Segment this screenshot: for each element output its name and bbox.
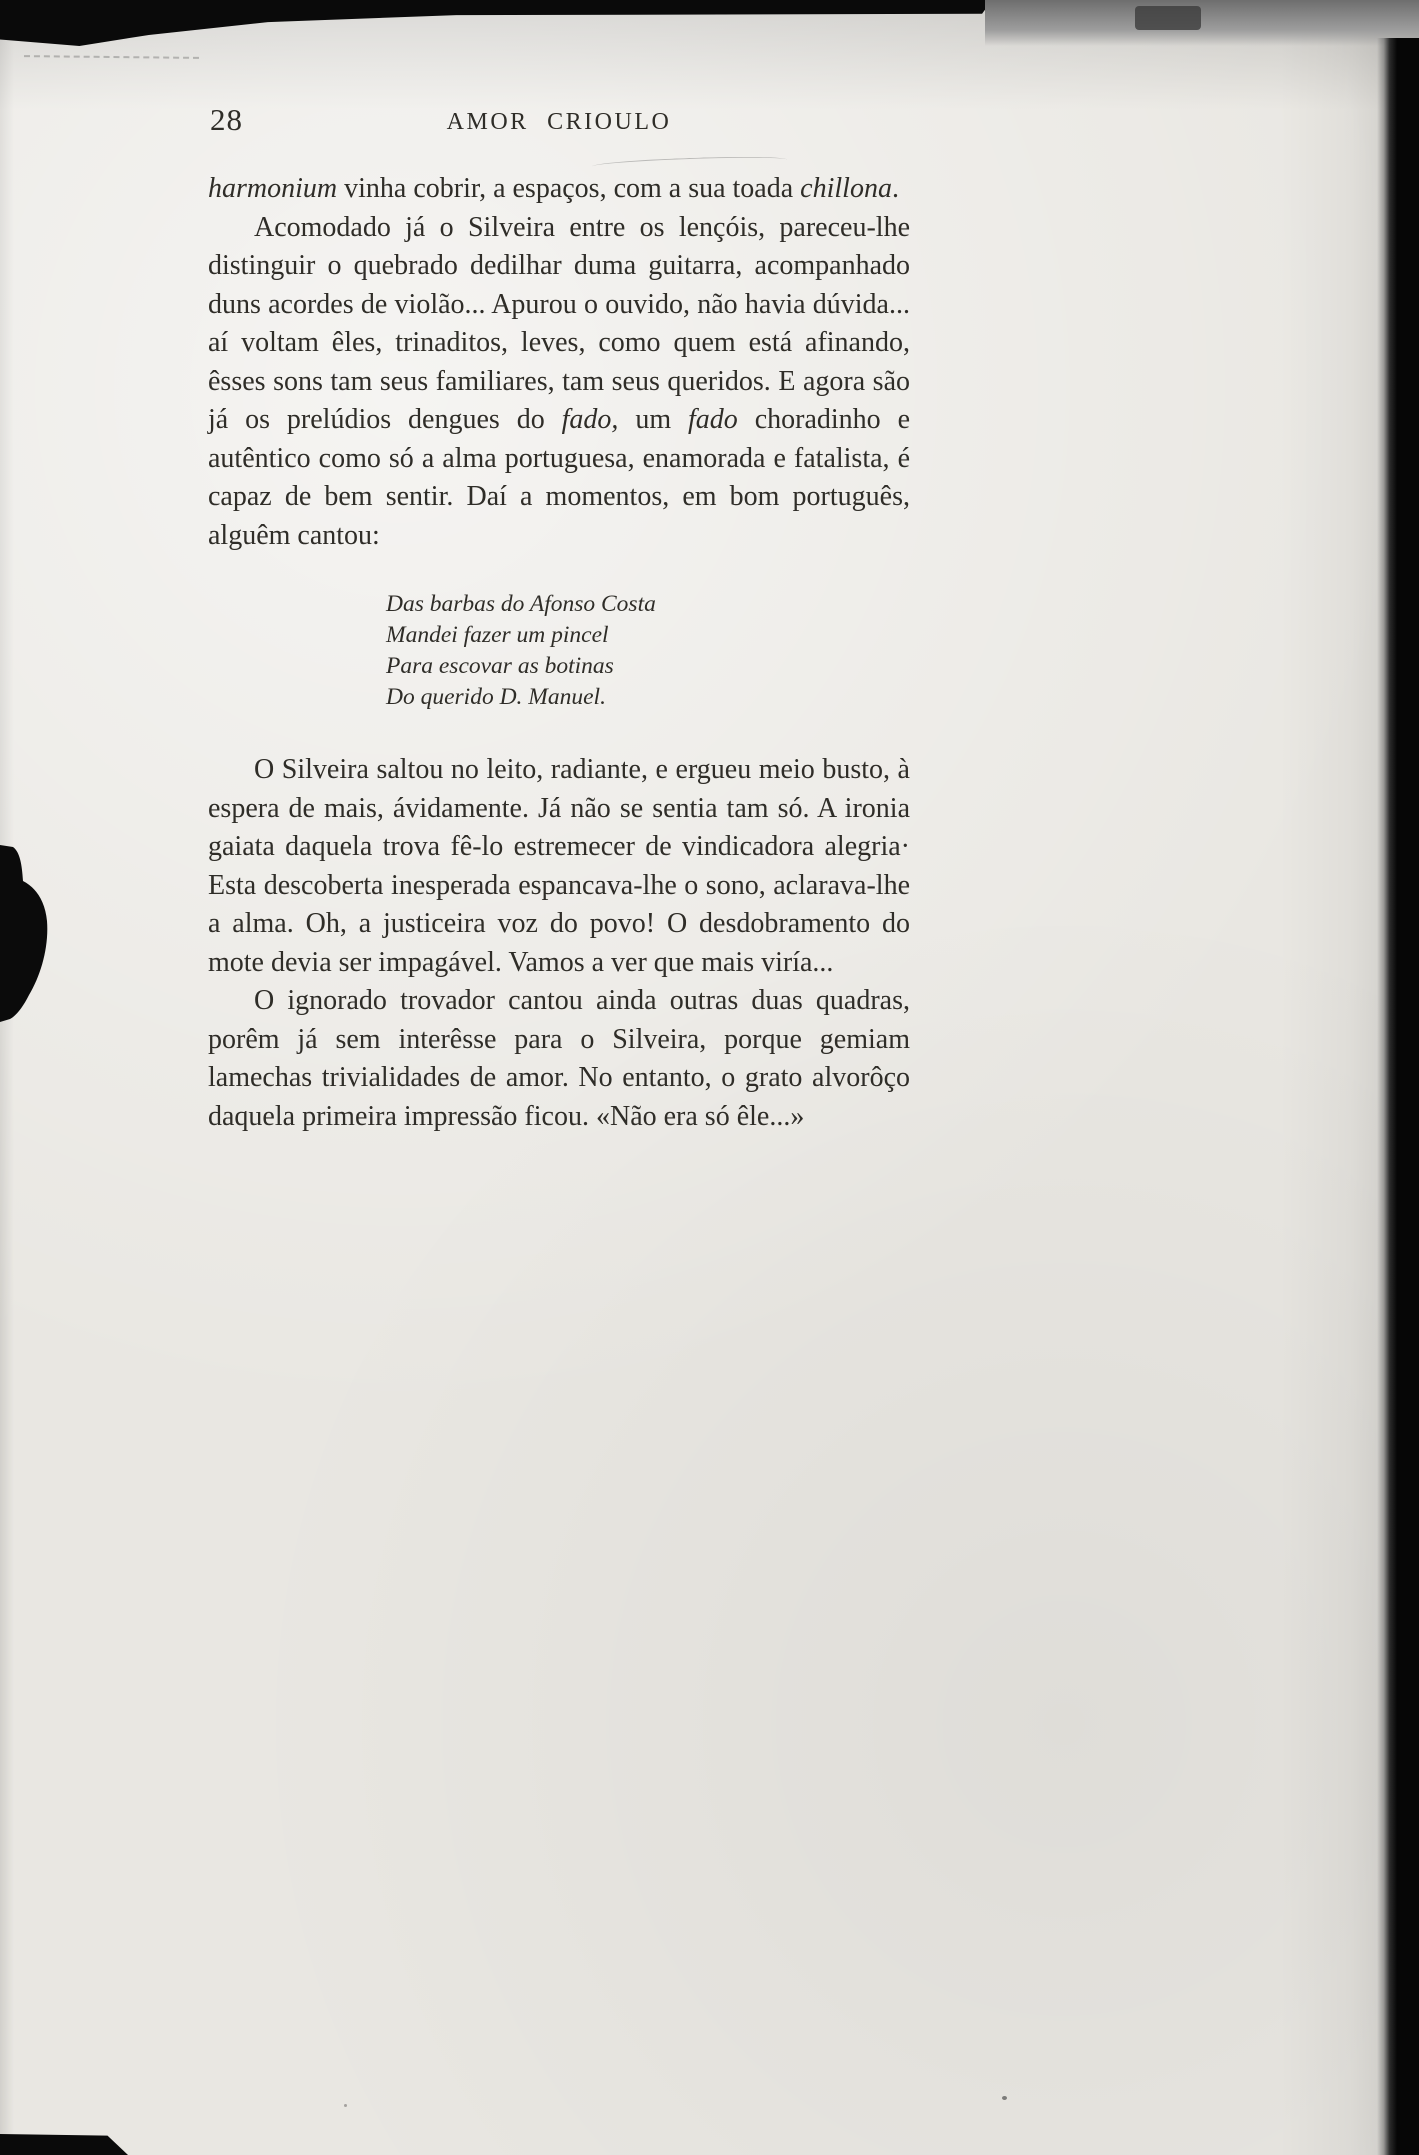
scan-artifact-right-edge-band xyxy=(1377,38,1419,2155)
body-text xyxy=(208,170,910,1136)
ink-blob-shape xyxy=(0,845,52,1023)
paragraph xyxy=(208,982,910,1136)
scan-artifact-top-black-bar xyxy=(0,0,992,46)
paragraph xyxy=(208,170,910,209)
verse-line: Das barbas do Afonso Costa xyxy=(386,591,656,617)
scan-artifact-top-gray-band xyxy=(985,0,1419,46)
paragraph xyxy=(208,209,910,556)
verse-line: Mandei fazer um pincel xyxy=(386,622,609,648)
text-run: O Silveira saltou no leito, radiante, e ergueu meio busto, à espera de mais, ávidamente. Já não se sentia tam só. A ironia gaiata daquela trova fê-lo estremecer de vindicadora alegria· Esta descoberta inesperada espancava-lhe o sono, aclarava-lhe a alma. Oh, a justiceira voz do povo! O desdobramento do mote devia ser impagável. Vamos a ver que mais viría... xyxy=(208,754,910,978)
page-number: 28 xyxy=(210,102,243,137)
scan-artifact-left-ink-blob xyxy=(0,845,52,1028)
paragraph xyxy=(208,751,910,982)
italic-text-run: fado, xyxy=(561,404,619,435)
scan-artifact-squiggle xyxy=(592,155,787,172)
verse-block xyxy=(386,589,910,713)
text-run: O ignorado trovador cantou ainda outras duas quadras, porêm já sem interêsse para o Silveira, porque gemiam lamechas trivialidades de amor. No entanto, o grato alvorôço daquela primeira impressão ficou. «Não era só êle...» xyxy=(208,985,910,1132)
italic-text-run: fado xyxy=(688,404,738,435)
scan-speck xyxy=(344,2104,347,2107)
text-run: Acomodado já o Silveira entre os lençóis, pareceu-lhe distinguir o quebrado dedilhar duma guitarra, acompanhado duns acordes de violão... Apurou o ouvido, não havia dúvida... aí voltam êles, trinaditos, leves, como quem está afinando, êsses sons tam seus familiares, tam seus queridos. E agora são já os prelúdios dengues do xyxy=(208,211,910,435)
italic-text-run: chillona xyxy=(800,173,892,204)
italic-text-run: harmonium xyxy=(208,173,338,204)
running-title: AMOR CRIOULO xyxy=(446,109,672,135)
scan-artifact-dashed-scratch xyxy=(24,55,199,59)
text-run: choradinho e autêntico como só a alma portuguesa, enamorada e fatalista, é capaz de bem sentir. Daí a momentos, em bom português, alguêm cantou: xyxy=(208,404,911,551)
page-header xyxy=(208,102,910,144)
text-run: vinha cobrir, a espaços, com a sua toada xyxy=(337,173,801,204)
verse-line: Do querido D. Manuel. xyxy=(386,684,606,710)
scan-speck xyxy=(1002,2096,1007,2100)
verse-line: Para escovar as botinas xyxy=(386,653,614,679)
scan-artifact-bottom-left-mark xyxy=(0,2134,128,2155)
text-run: . xyxy=(891,173,899,204)
text-run: um xyxy=(618,404,689,435)
